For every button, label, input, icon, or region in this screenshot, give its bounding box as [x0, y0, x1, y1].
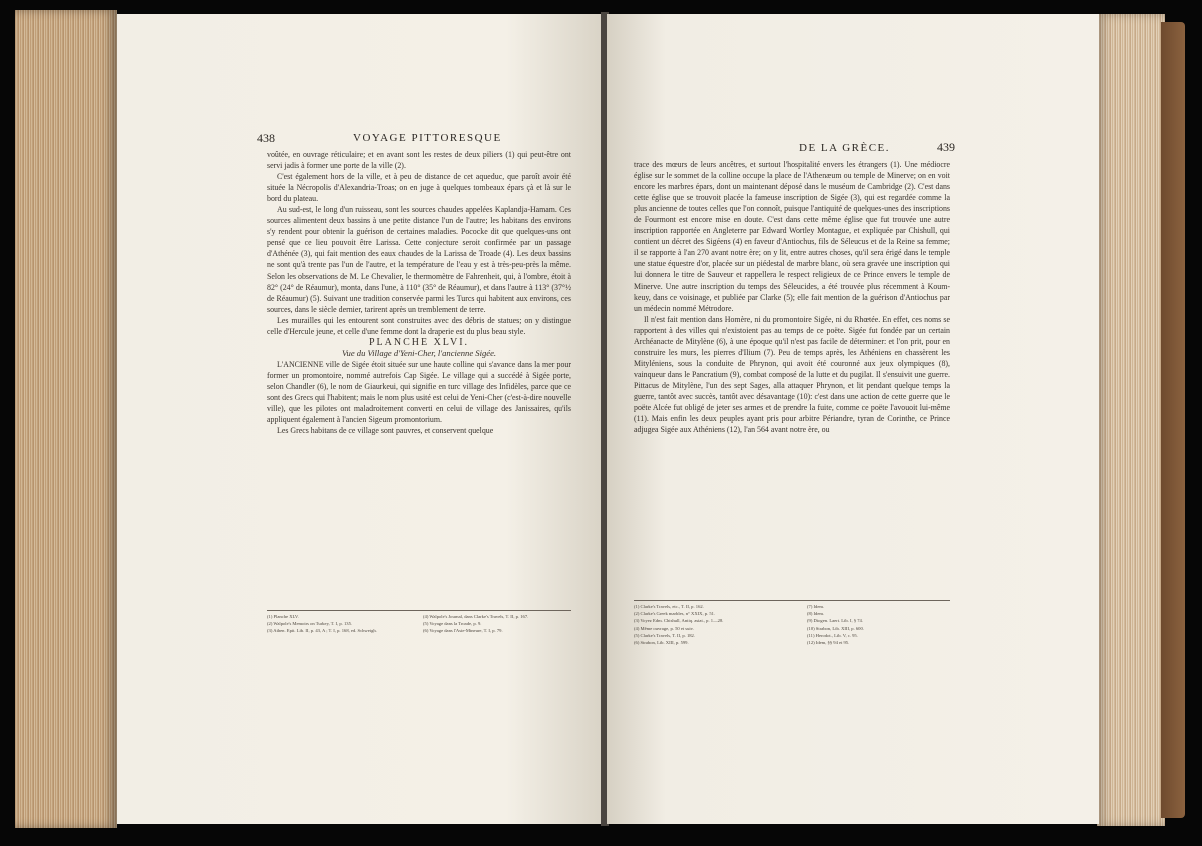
footnote: (3) Voyez Edm. Chishull, Antiq. asiat., p. 1—28. [634, 618, 724, 624]
footnote: (8) Idem. [807, 611, 825, 617]
book-cover-edge [1161, 22, 1185, 818]
footnote: (9) Diogen. Laert. Lib. I, § 74. [807, 618, 864, 624]
paragraph: trace des mœurs de leurs ancêtres, et surtout l'hospitalité envers les étrangers (1). Une médiocre église sur le sommet de la colline occupe la place de l'Athenæum ou temple de Minerve; on en voit encore les marbres épars, dont un maintenant déposé dans le muséum de Cambridge (2). C'est dans cette église que se trouvoit placée la fameuse inscription de Sigée (3), qui est regardée comme la plus ancienne de toutes celles que l'on connoît, puisque l'antiquité de quelques-unes des inscriptions de Fourmont est encore mise en doute. C'est dans cette même église que fut trouvée une autre inscription rapportée en Angleterre par Edward Wortley Montague, et expliquée par Chishull, qui contient un décret des Sigéens (4) en faveur d'Antiochus, fils de Séleucus et de la Reine sa femme; il se rapporte à l'an 270 avant notre ère; on y lit, entre autres choses, qu'il sera érigé dans le temple une statue équestre d'or, placée sur un piédestal de marbre blanc, où sera gravée une inscription qui lui donnera le titre de Sauveur et rappellera le respect religieux de ce Prince envers le temple de Minerve. Une autre inscription du temps des Séleucides, a été trouvée plus récemment à Koum-keuy, dans ce voisinage, et publiée par Clarke (5); elle fait mention de la guérison d'Antiochus par un médecin nommé Métrodore. [634, 160, 950, 313]
running-head: DE LA GRÈCE. [799, 142, 891, 154]
footnote: (2) Clarke's Greek marbles, n° XXIX, p. 51. [634, 611, 716, 617]
footnote: (5) Clarke's Travels, T. II, p. 182. [634, 632, 696, 638]
plate-subtitle: Vue du Village d'Yeni-Cher, l'ancienne Sigée. [341, 347, 497, 358]
footnote: (5) Voyage dans la Troade, p. 9. [423, 621, 482, 627]
plate-title: PLANCHE XLVI. [368, 336, 470, 348]
footnotes-column-2 [423, 613, 571, 635]
footnote: (1) Clarke's Travels, etc., T. II, p. 162. [634, 604, 704, 609]
open-book [15, 8, 1185, 838]
right-body-text [634, 159, 950, 435]
footnote: (10) Strabon, Lib. XIII, p. 600. [807, 625, 864, 631]
paragraph: Il n'est fait mention dans Homère, ni du promontoire Sigée, ni du Rhœtée. En effet, ces noms se rapportent à des villes qui n'existoient pas au temps de ce poëte. Sigée fut fondée par un certain Archéanacte de Mitylène (6), à une époque qu'il n'est pas facile de déterminer: et l'on prit, pour en construire les murs, les pierres d'Ilium (7). Peu de temps après, les Athéniens en chassèrent les Mityléniens, sous la conduite de Phrynon, qui avoit été couronné aux jeux olympiques (8), vainqueur dans le Pancratium (9), combat composé de la lutte et du pugilat. Il s'ensuivit une guerre. Pittacus de Mitylène, l'un des sept Sages, alla attaquer Phrynon, et lit pendant quelque temps la guerre, tantôt avec succès, tantôt avec désavantage (10): c'est dans une action de cette guerre que le poëte Alcée fut obligé de jeter ses armes et de prendre la fuite, comme ce poëte l'avouoit lui-même (11). Mais enfin les deux peuples ayant pris pour arbitre Périandre, tyran de Corinthe, ce Prince adjugea Sigée aux Athéniens (12), l'an 564 avant notre ère, ou [634, 314, 950, 435]
page-number: 438 [257, 131, 275, 145]
right-page-edges [1097, 14, 1165, 826]
paragraph: voûtée, en ouvrage réticulaire; et en avant sont les restes de deux piliers (1) qui peut-être ont servi jadis à former une porte de la ville (2). [267, 150, 571, 171]
paragraph: Les murailles qui les entourent sont construites avec des débris de statues; on y distingue celle d'Hercule jeune, et celle d'une femme dont la draperie est du plus beau style. [267, 315, 571, 336]
left-body-text [267, 149, 571, 436]
paragraph: Au sud-est, le long d'un ruisseau, sont les sources chaudes appelées Kaplandja-Hamam. Ces sources alimentent deux bassins à une petite distance l'un de l'autre; les habitans des environs s'y rendent pour obtenir la guérison de certaines maladies. Pococke dit que quelques-uns ont pensé que ce lieu pouvoit être Larissa. Cette conjecture seroit confirmée par un passage d'Athénée (3), qui fait mention des eaux chaudes de la Larissa de Troade (4). Les deux bassins ne sont qu'à trente pas l'un de l'autre, et la température de l'eau y est à très-peu-près la même. Selon les observations de M. Le Chevalier, le thermomètre de Fahrenheit, qui, à l'ombre, étoit à 82° (24° de Réaumur), monta, dans l'une, à 110° (35° de Réaumur), et dans l'autre à 113° (37°½ de Réaumur) (5). Suivant une tradition conservée parmi les Turcs qui habitent aux environs, ces sources, dans le siècle dernier, tarirent après un tremblement de terre. [267, 205, 571, 314]
footnote: (11) Herodot., Lib. V, c. 95. [807, 632, 858, 638]
footnote: (6) Voyage dans l'Asie-Mineure, T. I, p. 79. [423, 628, 503, 634]
footnote: (4) Même ouvrage, p. 50 et suiv. [634, 625, 694, 631]
footnote: (2) Walpole's Memoirs on Turkey, T. I, p. 135. [267, 621, 353, 627]
paragraph: L'ANCIENNE ville de Sigée étoit située sur une haute colline qui s'avance dans la mer pour former un promontoire, nommé autrefois Cap Sigée. Le village qui a succédé à Sigée porte, selon Chandler (6), le nom de Giaurkeui, qui signifie en turc village des Infidèles, parce que ce sont des Grecs qui l'habitent; mais le nom plus usité est celui de Yeni-Cher (c'est-à-dire nouvelle ville), que les pilotes ont maladroitement converti en celui de village des Janissaires, qu'ils appliquent également à l'ancien Sigeum promontorium. [267, 359, 571, 425]
footnote-rule [267, 610, 571, 611]
left-page-edges [15, 10, 117, 828]
footnotes-column-1 [267, 613, 415, 635]
page-number: 439 [937, 140, 955, 154]
footnotes-column-1 [634, 603, 804, 646]
footnote: (4) Walpole's Journal, dans Clarke's Travels, T. II, p. 167. [423, 614, 529, 619]
paragraph: Les Grecs habitans de ce village sont pauvres, et conservent quelque [277, 426, 494, 436]
paragraph: C'est également hors de la ville, et à peu de distance de cet aqueduc, que paroît avoir été située la Nécropolis d'Alexandria-Troas; on en juge à quelques tombeaux épars çà et là sur le bord du plateau. [267, 172, 571, 204]
footnote: (1) Planche XLV. [267, 614, 299, 619]
footnote: (6) Strabon, Lib. XIII, p. 599. [634, 640, 689, 646]
footnote: (7) Idem. [807, 604, 825, 609]
running-head: VOYAGE PITTORESQUE [353, 132, 502, 144]
right-page [607, 14, 1099, 824]
footnote-rule [634, 600, 950, 601]
left-page [117, 14, 603, 824]
footnote: (12) Idem, §§ 94 et 95. [807, 640, 850, 646]
footnote: (3) Athen. Epit. Lib. II, p. 43, A ; T. I, p. 168, ed. Schweigh. [267, 628, 377, 634]
footnotes-column-2 [807, 603, 950, 646]
